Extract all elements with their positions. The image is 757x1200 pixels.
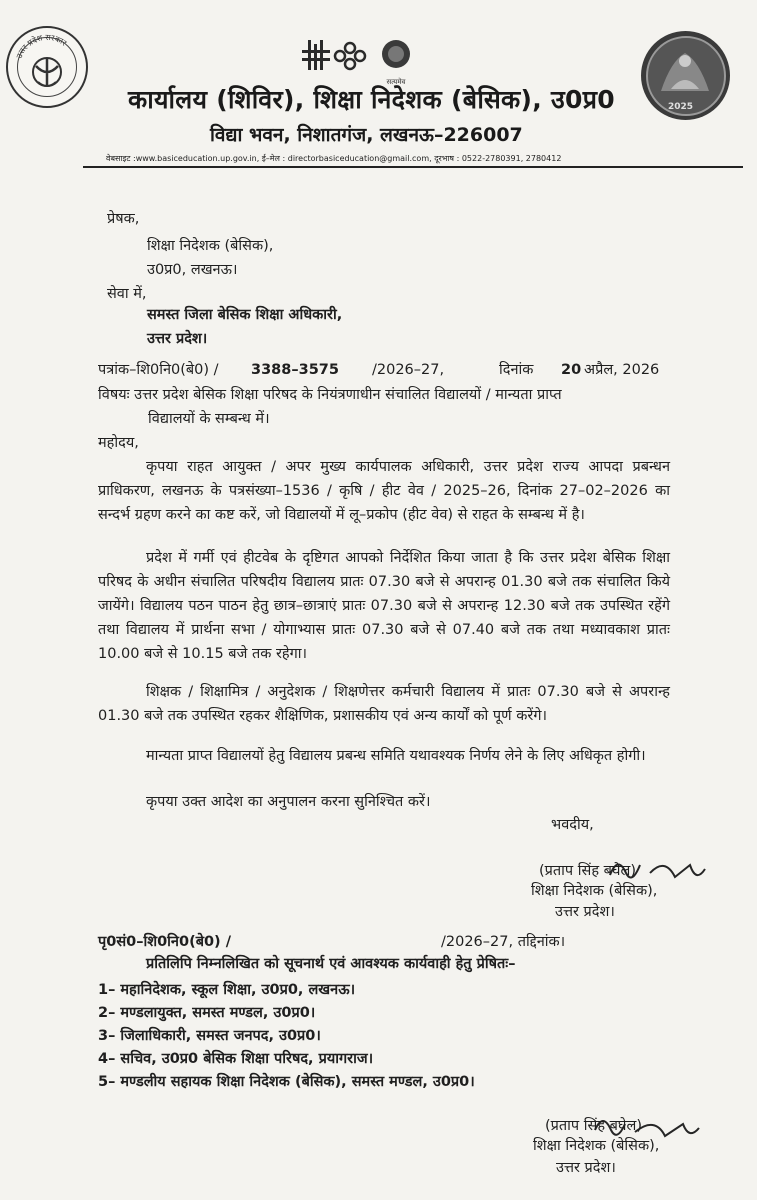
subject-line-1: विषयः उत्तर प्रदेश बेसिक शिक्षा परिषद के नियंत्रणाधीन संचालित विद्यालयों / मान्यता प्राप्त — [98, 387, 562, 403]
svg-text:सत्यमेव: सत्यमेव — [386, 78, 406, 86]
date-label: दिनांक — [499, 362, 534, 378]
commemorative-seal — [641, 31, 730, 120]
body-paragraph-2: प्रदेश में गर्मी एवं हीटवेब के दृष्टिगत आपको निर्देशित किया जाता है कि उत्तर प्रदेश बेसिक शिक्षा परिषद के अधीन संचालित परिषदीय विद्यालय प्रातः 07.30 बजे से अपरान्ह 01.30 बजे तक संचालित किये जायेंगे। विद्यालय पठन पाठन हेतु छात्र–छात्राएं प्रातः 07.30 बजे से अपरान्ह 12.30 बजे तक उपस्थित रहेंगे तथा विद्यालय में प्रार्थना सभा / योगाभ्यास प्रातः 07.30 बजे से 07.40 बजे तक तथा मध्यावकाश प्रातः 10.00 बजे से 10.15 बजे तक रहेगा। — [98, 550, 670, 662]
seal-year: 2025 — [668, 102, 694, 112]
body-paragraph-4: मान्यता प्राप्त विद्यालयों हेतु विद्यालय प्रबन्ध समिति यथावश्यक निर्णय लेने के लिए अधिकृत होगी। — [146, 748, 646, 764]
emblem-logo-icon — [382, 40, 410, 68]
copy-list-item: 2– मण्डलायुक्त, समस्त मण्डल, उ0प्र0। — [98, 1005, 316, 1021]
svg-text:उत्तर प्रदेश सरकार: उत्तर प्रदेश सरकार — [14, 32, 69, 60]
contact-line: वेबसाइट :www.basiceducation.up.gov.in, ई–मेल : directorbasiceducation@gmail.com, दूरभाष : 0522-2780391, 2780412 — [106, 154, 562, 163]
copy-ref-prefix: पृ0सं0–शि0नि0(बे0) / — [98, 934, 232, 950]
date-month-year: अप्रैल, 2026 — [584, 362, 660, 378]
body-paragraph-3: शिक्षक / शिक्षामित्र / अनुदेशक / शिक्षणेत्तर कर्मचारी विद्यालय में प्रातः 07.30 बजे से अपरान्ह 01.30 बजे तक उपस्थित रहकर शैक्षिणिक, प्रशासकीय एवं अन्य कार्यों को पूर्ण करेंगे। — [98, 684, 670, 724]
sender-line-1: शिक्षा निदेशक (बेसिक), — [147, 238, 274, 254]
signature-1-state: उत्तर प्रदेश। — [555, 904, 615, 920]
date-day: 20 — [561, 362, 582, 378]
office-title: कार्यालय (शिविर), शिक्षा निदेशक (बेसिक), उ0प्र0 — [128, 85, 615, 114]
closing: भवदीय, — [551, 817, 594, 833]
copy-ref-suffix: /2026–27, तद्दिनांक। — [441, 934, 566, 950]
flower-logo-icon — [335, 43, 365, 69]
signature-2-designation: शिक्षा निदेशक (बेसिक), — [533, 1138, 660, 1154]
education-logos — [300, 36, 420, 88]
signature-1-name: (प्रताप सिंह बघेल) — [539, 863, 636, 879]
header-divider — [83, 166, 743, 168]
copy-list-item: 5– मण्डलीय सहायक शिक्षा निदेशक (बेसिक), समस्त मण्डल, उ0प्र0। — [98, 1074, 475, 1090]
body-paragraph-1: कृपया राहत आयुक्त / अपर मुख्य कार्यपालक अधिकारी, उत्तर प्रदेश राज्य आपदा प्रबन्धन प्राधिकरण, लखनऊ के पत्रसंख्या–1536 / कृषि / हीट वेव / 2025–26, दिनांक 27–02–2026 का सन्दर्भ ग्रहण करने का कष्ट करें, जो विद्यालयों में लू–प्रकोप (हीट वेव) से राहत के सम्बन्ध में है। — [98, 459, 670, 523]
recipient-line-2: उत्तर प्रदेश। — [147, 331, 208, 347]
office-address: विद्या भवन, निशातगंज, लखनऊ–226007 — [210, 124, 523, 146]
recipient-line-1: समस्त जिला बेसिक शिक्षा अधिकारी, — [147, 307, 343, 323]
letter-ref-prefix: पत्रांक–शि0नि0(बे0) / — [98, 362, 219, 378]
body-paragraph-5: कृपया उक्त आदेश का अनुपालन करना सुनिश्चित करें। — [146, 794, 431, 810]
sender-line-2: उ0प्र0, लखनऊ। — [147, 262, 238, 278]
recipient-label: सेवा में, — [107, 286, 147, 302]
signature-2-name: (प्रताप सिंह बघेल) — [545, 1118, 642, 1134]
letter-ref-session: /2026–27, — [372, 362, 445, 378]
salutation: महोदय, — [98, 435, 139, 451]
copy-intro: प्रतिलिपि निम्नलिखित को सूचनार्थ एवं आवश्यक कार्यवाही हेतु प्रेषितः– — [146, 956, 516, 972]
letter-ref-number: 3388–3575 — [251, 362, 339, 378]
seal-emblem-icon — [8, 28, 86, 106]
subject-line-2: विद्यालयों के सम्बन्ध में। — [148, 411, 270, 427]
copy-list-item: 3– जिलाधिकारी, समस्त जनपद, उ0प्र0। — [98, 1028, 321, 1044]
grid-logo-icon — [302, 40, 330, 70]
signature-2-state: उत्तर प्रदेश। — [556, 1160, 616, 1176]
copy-list-item: 4– सचिव, उ0प्र0 बेसिक शिक्षा परिषद, प्रयागराज। — [98, 1051, 374, 1067]
signature-1-designation: शिक्षा निदेशक (बेसिक), — [531, 883, 658, 899]
copy-list-item: 1– महानिदेशक, स्कूल शिक्षा, उ0प्र0, लखनऊ। — [98, 982, 356, 998]
up-government-seal — [6, 26, 88, 108]
sender-label: प्रेषक, — [107, 211, 140, 227]
